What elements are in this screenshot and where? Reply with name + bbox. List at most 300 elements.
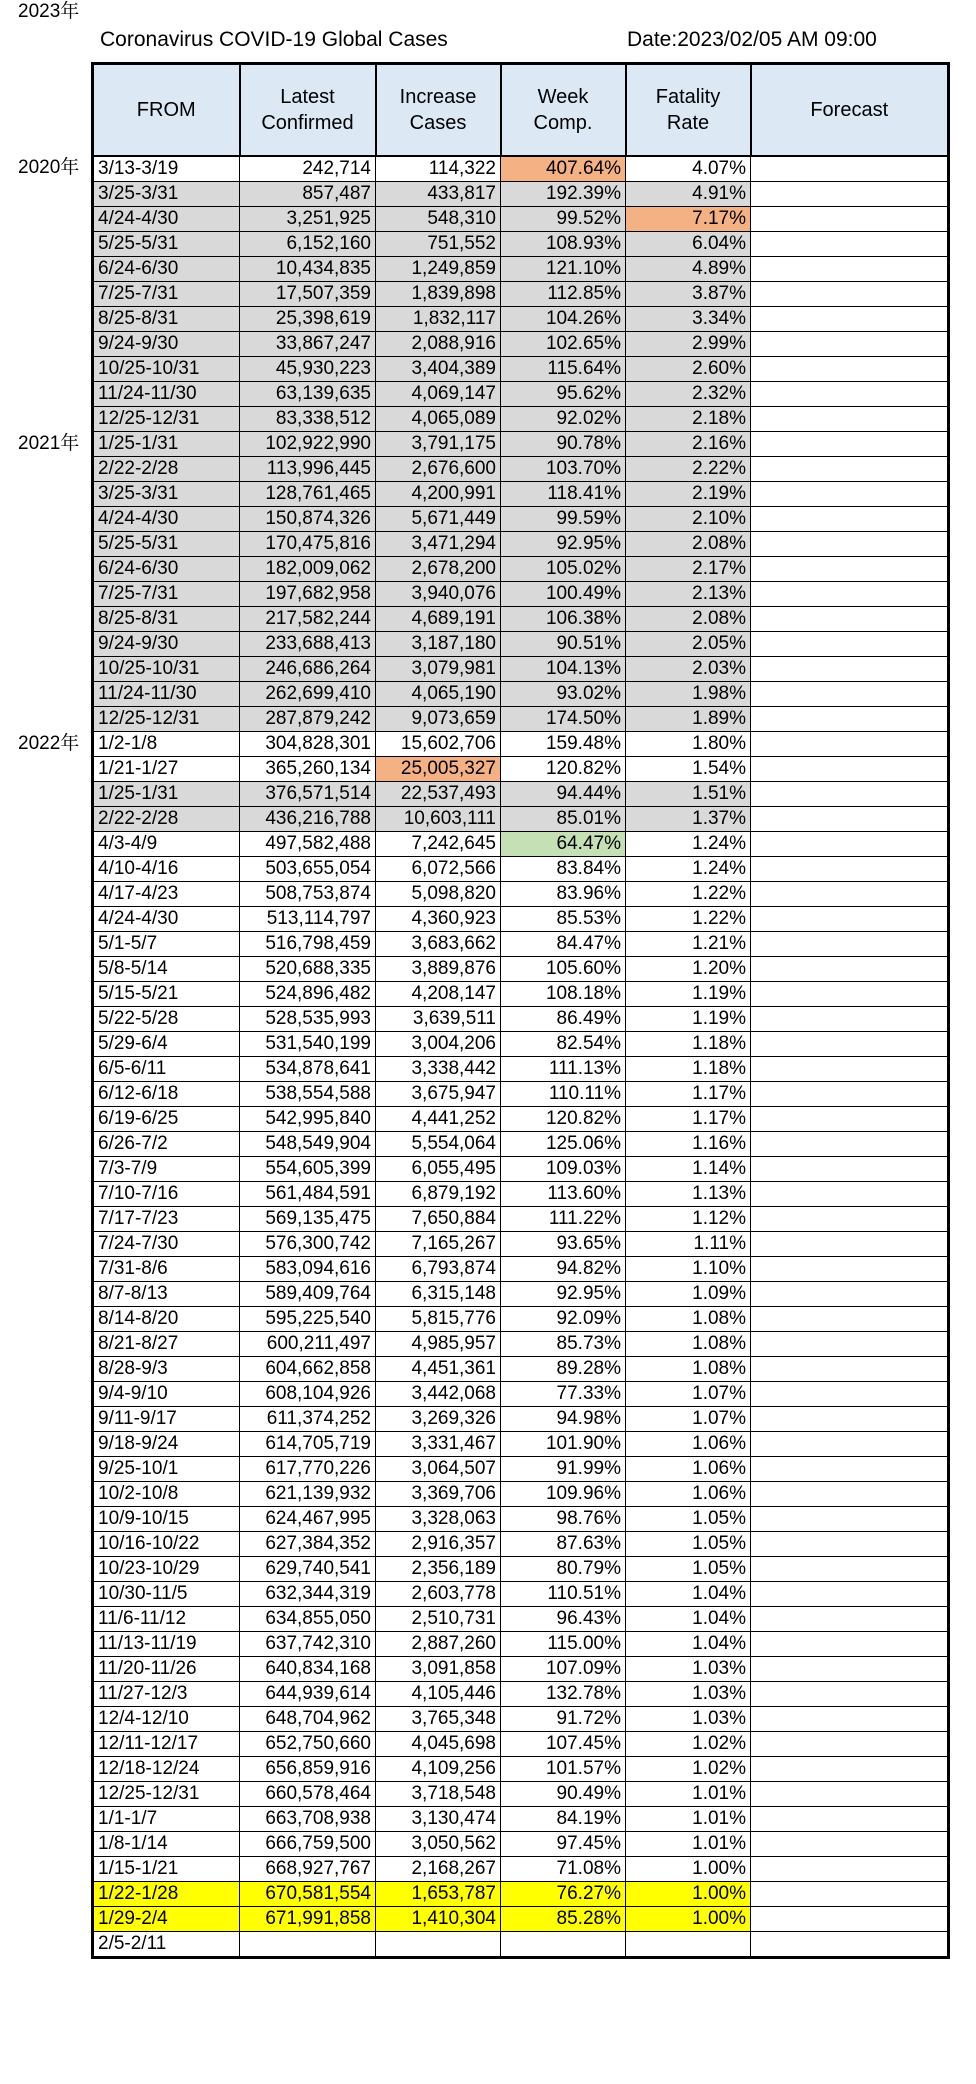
fatality-cell: 2.19% — [626, 482, 751, 507]
increase-cell: 3,079,981 — [376, 657, 501, 682]
forecast-cell — [751, 657, 949, 682]
confirmed-cell: 497,582,488 — [240, 832, 376, 857]
week-comp-cell: 83.96% — [501, 882, 626, 907]
from-cell: 12/11-12/17 — [93, 1732, 240, 1757]
fatality-cell: 6.04% — [626, 232, 751, 257]
confirmed-cell — [240, 1932, 376, 1958]
table-row — [93, 1832, 949, 1857]
confirmed-cell: 611,374,252 — [240, 1407, 376, 1432]
increase-cell: 5,815,776 — [376, 1307, 501, 1332]
forecast-cell — [751, 1407, 949, 1432]
week-comp-cell: 91.72% — [501, 1707, 626, 1732]
confirmed-cell: 604,662,858 — [240, 1357, 376, 1382]
fatality-cell: 1.04% — [626, 1607, 751, 1632]
from-cell: 4/24-4/30 — [93, 507, 240, 532]
from-cell: 7/31-8/6 — [93, 1257, 240, 1282]
table-row — [93, 432, 949, 457]
confirmed-cell: 671,991,858 — [240, 1907, 376, 1932]
forecast-cell — [751, 1182, 949, 1207]
fatality-cell: 1.07% — [626, 1382, 751, 1407]
from-cell: 5/22-5/28 — [93, 1007, 240, 1032]
forecast-cell — [751, 1532, 949, 1557]
increase-cell: 4,441,252 — [376, 1107, 501, 1132]
week-comp-cell: 111.13% — [501, 1057, 626, 1082]
confirmed-cell: 6,152,160 — [240, 232, 376, 257]
table-row — [93, 632, 949, 657]
increase-cell: 6,055,495 — [376, 1157, 501, 1182]
fatality-cell: 4.91% — [626, 182, 751, 207]
increase-cell: 3,683,662 — [376, 932, 501, 957]
from-cell: 1/1-1/7 — [93, 1807, 240, 1832]
table-row — [93, 1157, 949, 1182]
forecast-cell — [751, 1482, 949, 1507]
week-comp-cell: 111.22% — [501, 1207, 626, 1232]
table-row — [93, 1007, 949, 1032]
week-comp-cell: 71.08% — [501, 1857, 626, 1882]
increase-cell: 3,940,076 — [376, 582, 501, 607]
increase-cell: 4,451,361 — [376, 1357, 501, 1382]
increase-cell: 3,765,348 — [376, 1707, 501, 1732]
table-row — [93, 782, 949, 807]
forecast-cell — [751, 1357, 949, 1382]
table-row — [93, 1107, 949, 1132]
table-row — [93, 1807, 949, 1832]
forecast-cell — [751, 1032, 949, 1057]
confirmed-cell: 246,686,264 — [240, 657, 376, 682]
fatality-cell: 1.08% — [626, 1332, 751, 1357]
year-label: 2021年 — [18, 432, 80, 454]
fatality-cell: 3.34% — [626, 307, 751, 332]
fatality-cell: 1.16% — [626, 1132, 751, 1157]
from-cell: 8/28-9/3 — [93, 1357, 240, 1382]
from-cell: 1/21-1/27 — [93, 757, 240, 782]
increase-cell: 114,322 — [376, 156, 501, 182]
week-comp-cell: 92.95% — [501, 532, 626, 557]
increase-cell: 7,242,645 — [376, 832, 501, 857]
forecast-cell — [751, 1057, 949, 1082]
from-cell: 5/25-5/31 — [93, 532, 240, 557]
confirmed-cell: 233,688,413 — [240, 632, 376, 657]
table-row — [93, 482, 949, 507]
forecast-cell — [751, 1607, 949, 1632]
table-row — [93, 1532, 949, 1557]
confirmed-cell: 524,896,482 — [240, 982, 376, 1007]
increase-cell: 3,404,389 — [376, 357, 501, 382]
confirmed-cell: 629,740,541 — [240, 1557, 376, 1582]
week-comp-cell: 91.99% — [501, 1457, 626, 1482]
week-comp-cell: 90.49% — [501, 1782, 626, 1807]
forecast-cell — [751, 1132, 949, 1157]
week-comp-cell: 100.49% — [501, 582, 626, 607]
from-cell: 12/4-12/10 — [93, 1707, 240, 1732]
fatality-cell: 2.16% — [626, 432, 751, 457]
confirmed-cell: 668,927,767 — [240, 1857, 376, 1882]
fatality-cell: 3.87% — [626, 282, 751, 307]
from-cell: 6/26-7/2 — [93, 1132, 240, 1157]
increase-cell: 433,817 — [376, 182, 501, 207]
table-row — [93, 457, 949, 482]
fatality-cell: 1.02% — [626, 1732, 751, 1757]
confirmed-cell: 534,878,641 — [240, 1057, 376, 1082]
increase-cell — [376, 1932, 501, 1958]
table-row — [93, 982, 949, 1007]
increase-cell: 3,064,507 — [376, 1457, 501, 1482]
header-fatality-rate: Fatality Rate — [626, 64, 751, 157]
forecast-cell — [751, 1082, 949, 1107]
table-row — [93, 1082, 949, 1107]
table-row — [93, 1232, 949, 1257]
fatality-cell: 2.99% — [626, 332, 751, 357]
week-comp-cell: 86.49% — [501, 1007, 626, 1032]
table-row — [93, 257, 949, 282]
fatality-cell: 2.18% — [626, 407, 751, 432]
increase-cell: 6,879,192 — [376, 1182, 501, 1207]
forecast-cell — [751, 482, 949, 507]
table-row — [93, 657, 949, 682]
table-row — [93, 1757, 949, 1782]
forecast-cell — [751, 332, 949, 357]
increase-cell: 6,072,566 — [376, 857, 501, 882]
increase-cell: 1,249,859 — [376, 257, 501, 282]
increase-cell: 4,985,957 — [376, 1332, 501, 1357]
fatality-cell: 1.18% — [626, 1032, 751, 1057]
week-comp-cell: 90.51% — [501, 632, 626, 657]
forecast-cell — [751, 1932, 949, 1958]
week-comp-cell: 77.33% — [501, 1382, 626, 1407]
table-row — [93, 607, 949, 632]
table-row — [93, 1507, 949, 1532]
forecast-cell — [751, 632, 949, 657]
table-row — [93, 807, 949, 832]
week-comp-cell: 92.09% — [501, 1307, 626, 1332]
from-cell: 1/29-2/4 — [93, 1907, 240, 1932]
increase-cell: 2,356,189 — [376, 1557, 501, 1582]
table-row — [93, 1707, 949, 1732]
increase-cell: 2,678,200 — [376, 557, 501, 582]
from-cell: 3/25-3/31 — [93, 482, 240, 507]
from-cell: 5/1-5/7 — [93, 932, 240, 957]
confirmed-cell: 102,922,990 — [240, 432, 376, 457]
from-cell: 9/24-9/30 — [93, 632, 240, 657]
from-cell: 7/24-7/30 — [93, 1232, 240, 1257]
week-comp-cell: 94.82% — [501, 1257, 626, 1282]
table-row — [93, 1882, 949, 1907]
from-cell: 10/30-11/5 — [93, 1582, 240, 1607]
table-row — [93, 1682, 949, 1707]
from-cell: 11/6-11/12 — [93, 1607, 240, 1632]
from-cell: 1/22-1/28 — [93, 1882, 240, 1907]
header-latest-confirmed: Latest Confirmed — [240, 64, 376, 157]
increase-cell: 1,653,787 — [376, 1882, 501, 1907]
confirmed-cell: 648,704,962 — [240, 1707, 376, 1732]
fatality-cell: 4.07% — [626, 156, 751, 182]
week-comp-cell: 85.53% — [501, 907, 626, 932]
from-cell: 4/24-4/30 — [93, 907, 240, 932]
confirmed-cell: 652,750,660 — [240, 1732, 376, 1757]
confirmed-cell: 83,338,512 — [240, 407, 376, 432]
increase-cell: 4,045,698 — [376, 1732, 501, 1757]
forecast-cell — [751, 1282, 949, 1307]
fatality-cell — [626, 1932, 751, 1958]
table-row — [93, 682, 949, 707]
forecast-cell — [751, 832, 949, 857]
forecast-cell — [751, 432, 949, 457]
from-cell: 4/24-4/30 — [93, 207, 240, 232]
from-cell: 10/16-10/22 — [93, 1532, 240, 1557]
confirmed-cell: 45,930,223 — [240, 357, 376, 382]
from-cell: 7/25-7/31 — [93, 582, 240, 607]
increase-cell: 2,676,600 — [376, 457, 501, 482]
forecast-cell — [751, 1782, 949, 1807]
fatality-cell: 2.32% — [626, 382, 751, 407]
week-comp-cell: 110.51% — [501, 1582, 626, 1607]
table-row — [93, 832, 949, 857]
forecast-cell — [751, 1857, 949, 1882]
week-comp-cell: 106.38% — [501, 607, 626, 632]
fatality-cell: 1.00% — [626, 1882, 751, 1907]
increase-cell: 4,109,256 — [376, 1757, 501, 1782]
forecast-cell — [751, 257, 949, 282]
increase-cell: 751,552 — [376, 232, 501, 257]
week-comp-cell: 112.85% — [501, 282, 626, 307]
week-comp-cell: 95.62% — [501, 382, 626, 407]
fatality-cell: 1.24% — [626, 857, 751, 882]
fatality-cell: 1.00% — [626, 1907, 751, 1932]
forecast-cell — [751, 1582, 949, 1607]
forecast-cell — [751, 1232, 949, 1257]
week-comp-cell: 107.09% — [501, 1657, 626, 1682]
week-comp-cell: 104.26% — [501, 307, 626, 332]
confirmed-cell: 3,251,925 — [240, 207, 376, 232]
confirmed-cell: 513,114,797 — [240, 907, 376, 932]
week-comp-cell: 192.39% — [501, 182, 626, 207]
increase-cell: 3,269,326 — [376, 1407, 501, 1432]
from-cell: 10/2-10/8 — [93, 1482, 240, 1507]
table-row — [93, 1782, 949, 1807]
table-row — [93, 1482, 949, 1507]
forecast-cell — [751, 807, 949, 832]
week-comp-cell: 101.57% — [501, 1757, 626, 1782]
confirmed-cell: 542,995,840 — [240, 1107, 376, 1132]
fatality-cell: 1.17% — [626, 1107, 751, 1132]
confirmed-cell: 857,487 — [240, 182, 376, 207]
table-row — [93, 532, 949, 557]
confirmed-cell: 576,300,742 — [240, 1232, 376, 1257]
report-date: Date:2023/02/05 AM 09:00 — [627, 28, 877, 51]
confirmed-cell: 632,344,319 — [240, 1582, 376, 1607]
table-row — [93, 1257, 949, 1282]
forecast-cell — [751, 507, 949, 532]
from-cell: 4/10-4/16 — [93, 857, 240, 882]
table-row — [93, 1332, 949, 1357]
from-cell: 11/13-11/19 — [93, 1632, 240, 1657]
fatality-cell: 1.37% — [626, 807, 751, 832]
confirmed-cell: 595,225,540 — [240, 1307, 376, 1332]
table-row — [93, 332, 949, 357]
table-row — [93, 1032, 949, 1057]
from-cell: 6/5-6/11 — [93, 1057, 240, 1082]
table-row — [93, 932, 949, 957]
table-row — [93, 207, 949, 232]
fatality-cell: 1.06% — [626, 1482, 751, 1507]
header-forecast: Forecast — [751, 64, 949, 157]
from-cell: 7/17-7/23 — [93, 1207, 240, 1232]
week-comp-cell — [501, 1932, 626, 1958]
week-comp-cell: 83.84% — [501, 857, 626, 882]
fatality-cell: 1.04% — [626, 1632, 751, 1657]
header-row — [93, 64, 949, 157]
confirmed-cell: 589,409,764 — [240, 1282, 376, 1307]
fatality-cell: 7.17% — [626, 207, 751, 232]
from-cell: 1/2-1/8 — [93, 732, 240, 757]
from-cell: 11/24-11/30 — [93, 382, 240, 407]
table-row — [93, 732, 949, 757]
header-from: FROM — [93, 64, 240, 157]
table-row — [93, 182, 949, 207]
from-cell: 7/10-7/16 — [93, 1182, 240, 1207]
increase-cell: 3,791,175 — [376, 432, 501, 457]
fatality-cell: 1.05% — [626, 1557, 751, 1582]
fatality-cell: 1.06% — [626, 1457, 751, 1482]
fatality-cell: 1.03% — [626, 1707, 751, 1732]
week-comp-cell: 107.45% — [501, 1732, 626, 1757]
forecast-cell — [751, 882, 949, 907]
from-cell: 2/22-2/28 — [93, 807, 240, 832]
table-row — [93, 1457, 949, 1482]
confirmed-cell: 516,798,459 — [240, 932, 376, 957]
table-row — [93, 1632, 949, 1657]
fatality-cell: 2.60% — [626, 357, 751, 382]
forecast-cell — [751, 957, 949, 982]
confirmed-cell: 548,549,904 — [240, 1132, 376, 1157]
confirmed-cell: 531,540,199 — [240, 1032, 376, 1057]
header-week-comp: Week Comp. — [501, 64, 626, 157]
confirmed-cell: 170,475,816 — [240, 532, 376, 557]
fatality-cell: 2.08% — [626, 607, 751, 632]
fatality-cell: 1.14% — [626, 1157, 751, 1182]
week-comp-cell: 102.65% — [501, 332, 626, 357]
increase-cell: 1,839,898 — [376, 282, 501, 307]
fatality-cell: 1.22% — [626, 882, 751, 907]
forecast-cell — [751, 982, 949, 1007]
increase-cell: 3,442,068 — [376, 1382, 501, 1407]
week-comp-cell: 92.95% — [501, 1282, 626, 1307]
table-row — [93, 382, 949, 407]
fatality-cell: 1.03% — [626, 1682, 751, 1707]
week-comp-cell: 120.82% — [501, 757, 626, 782]
fatality-cell: 1.89% — [626, 707, 751, 732]
week-comp-cell: 121.10% — [501, 257, 626, 282]
forecast-cell — [751, 232, 949, 257]
table-row — [93, 1432, 949, 1457]
from-cell: 9/4-9/10 — [93, 1382, 240, 1407]
from-cell: 11/20-11/26 — [93, 1657, 240, 1682]
week-comp-cell: 99.52% — [501, 207, 626, 232]
fatality-cell: 1.18% — [626, 1057, 751, 1082]
forecast-cell — [751, 282, 949, 307]
from-cell: 10/25-10/31 — [93, 357, 240, 382]
fatality-cell: 1.10% — [626, 1257, 751, 1282]
increase-cell: 25,005,327 — [376, 757, 501, 782]
confirmed-cell: 569,135,475 — [240, 1207, 376, 1232]
fatality-cell: 1.08% — [626, 1357, 751, 1382]
confirmed-cell: 608,104,926 — [240, 1382, 376, 1407]
confirmed-cell: 287,879,242 — [240, 707, 376, 732]
fatality-cell: 1.05% — [626, 1532, 751, 1557]
week-comp-cell: 87.63% — [501, 1532, 626, 1557]
week-comp-cell: 97.45% — [501, 1832, 626, 1857]
table-row — [93, 1132, 949, 1157]
week-comp-cell: 82.54% — [501, 1032, 626, 1057]
week-comp-cell: 109.03% — [501, 1157, 626, 1182]
week-comp-cell: 85.28% — [501, 1907, 626, 1932]
from-cell: 9/11-9/17 — [93, 1407, 240, 1432]
week-comp-cell: 85.73% — [501, 1332, 626, 1357]
fatality-cell: 1.07% — [626, 1407, 751, 1432]
week-comp-cell: 120.82% — [501, 1107, 626, 1132]
fatality-cell: 1.20% — [626, 957, 751, 982]
increase-cell: 3,130,474 — [376, 1807, 501, 1832]
increase-cell: 5,671,449 — [376, 507, 501, 532]
forecast-cell — [751, 207, 949, 232]
forecast-cell — [751, 1507, 949, 1532]
confirmed-cell: 624,467,995 — [240, 1507, 376, 1532]
forecast-cell — [751, 1257, 949, 1282]
table-row — [93, 707, 949, 732]
forecast-cell — [751, 1157, 949, 1182]
increase-cell: 3,369,706 — [376, 1482, 501, 1507]
forecast-cell — [751, 1307, 949, 1332]
confirmed-cell: 376,571,514 — [240, 782, 376, 807]
week-comp-cell: 90.78% — [501, 432, 626, 457]
confirmed-cell: 128,761,465 — [240, 482, 376, 507]
increase-cell: 7,650,884 — [376, 1207, 501, 1232]
forecast-cell — [751, 1557, 949, 1582]
forecast-cell — [751, 457, 949, 482]
table-row — [93, 156, 949, 182]
week-comp-cell: 108.93% — [501, 232, 626, 257]
week-comp-cell: 93.65% — [501, 1232, 626, 1257]
increase-cell: 4,200,991 — [376, 482, 501, 507]
increase-cell: 3,338,442 — [376, 1057, 501, 1082]
week-comp-cell: 109.96% — [501, 1482, 626, 1507]
increase-cell: 3,718,548 — [376, 1782, 501, 1807]
confirmed-cell: 621,139,932 — [240, 1482, 376, 1507]
table-row — [93, 582, 949, 607]
week-comp-cell: 174.50% — [501, 707, 626, 732]
table-row — [93, 1657, 949, 1682]
from-cell: 12/25-12/31 — [93, 407, 240, 432]
increase-cell: 1,832,117 — [376, 307, 501, 332]
table-row — [93, 1907, 949, 1932]
fatality-cell: 1.08% — [626, 1307, 751, 1332]
table-row — [93, 407, 949, 432]
fatality-cell: 4.89% — [626, 257, 751, 282]
fatality-cell: 1.09% — [626, 1282, 751, 1307]
fatality-cell: 1.80% — [626, 732, 751, 757]
confirmed-cell: 617,770,226 — [240, 1457, 376, 1482]
forecast-cell — [751, 1707, 949, 1732]
from-cell: 4/17-4/23 — [93, 882, 240, 907]
increase-cell: 4,689,191 — [376, 607, 501, 632]
increase-cell: 6,793,874 — [376, 1257, 501, 1282]
from-cell: 9/24-9/30 — [93, 332, 240, 357]
week-comp-cell: 93.02% — [501, 682, 626, 707]
forecast-cell — [751, 407, 949, 432]
from-cell: 1/25-1/31 — [93, 432, 240, 457]
forecast-cell — [751, 382, 949, 407]
confirmed-cell: 554,605,399 — [240, 1157, 376, 1182]
